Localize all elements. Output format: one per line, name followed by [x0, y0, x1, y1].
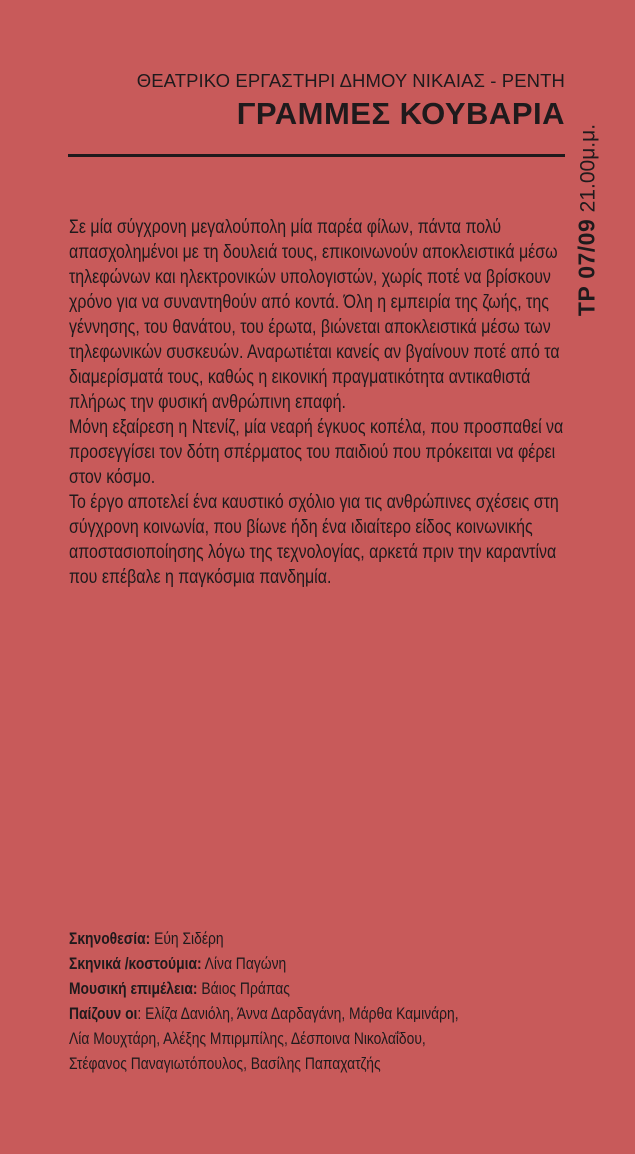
- show-time: 21.00μ.μ.: [576, 123, 600, 213]
- credit-cast-continued: Στέφανος Παναγιωτόπουλος, Βασίλης Παπαχατζής: [69, 1055, 381, 1073]
- credit-label: Σκηνικά /κοστούμια:: [69, 955, 202, 973]
- credit-value: Εύη Σιδέρη: [150, 930, 224, 948]
- credit-direction: [69, 927, 569, 952]
- synopsis-paragraph: Το έργο αποτελεί ένα καυστικό σχόλιο για τις ανθρώπινες σχέσεις στη σύγχρονη κοινωνία, που βίωνε ήδη ένα ιδιαίτερο είδος κοινωνικής αποστασιοποίησης λόγω της τεχνολογίας, αρκετά πριν την καραντίνα που επέβαλε η παγκόσμια πανδημία.: [69, 492, 559, 588]
- synopsis-paragraph: Μόνη εξαίρεση η Ντενίζ, μία νεαρή έγκυος κοπέλα, που προσπαθεί να προσεγγίσει τον δότη σπέρματος του παιδιού που πρόκειται να φέρει στον κόσμο.: [69, 417, 564, 488]
- show-title: ΓΡΑΜΜΕΣ ΚΟΥΒΑΡΙΑ: [236, 96, 565, 131]
- synopsis-paragraph: Σε μία σύγχρονη μεγαλούπολη μία παρέα φίλων, πάντα πολύ απασχολημένοι με τη δουλειά τους, επικοινωνούν αποκλειστικά μέσω τηλεφώνων και ηλεκτρονικών υπολογιστών, χωρίς ποτέ να βρίσκουν χρόνο για να συναντηθούν από κοντά. Όλη η εμπειρία της ζωής, της γέννησης, του θανάτου, του έρωτα, βιώνεται αποκλειστικά μέσω των τηλεφωνικών συσκευών. Αναρωτιέται κανείς αν βγαίνουν ποτέ από τα διαμερίσματά τους, καθώς η εικονική πραγματικότητα αντικαθιστά πλήρως την φυσική ανθρώπινη επαφή.: [69, 217, 560, 413]
- show-schedule: [574, 124, 601, 316]
- organization-name: ΘΕΑΤΡΙΚΟ ΕΡΓΑΣΤΗΡΙ ΔΗΜΟΥ ΝΙΚΑΙΑΣ - ΡΕΝΤΗ: [136, 70, 565, 91]
- credit-cast-continued: Λία Μουχτάρη, Αλέξης Μπιρμπίλης, Δέσποινα Νικολαΐδου,: [69, 1030, 426, 1048]
- credit-value: Λίνα Παγώνη: [201, 955, 287, 973]
- credit-sets-costumes: [69, 952, 569, 977]
- credit-label: Μουσική επιμέλεια:: [69, 980, 198, 998]
- credit-value: : Ελίζα Δανιόλη, Άννα Δαρδαγάνη, Μάρθα Καμινάρη,: [137, 1005, 459, 1023]
- title-divider: [68, 154, 565, 157]
- credit-cast: [69, 1002, 569, 1027]
- credit-label: Σκηνοθεσία:: [69, 930, 151, 948]
- show-date: ΤΡ 07/09: [573, 218, 600, 317]
- credit-label: Παίζουν οι: [69, 1005, 138, 1023]
- synopsis: [69, 215, 569, 590]
- credits: [69, 927, 569, 1077]
- credit-music: [69, 977, 569, 1002]
- credit-value: Βάιος Πράπας: [197, 980, 290, 998]
